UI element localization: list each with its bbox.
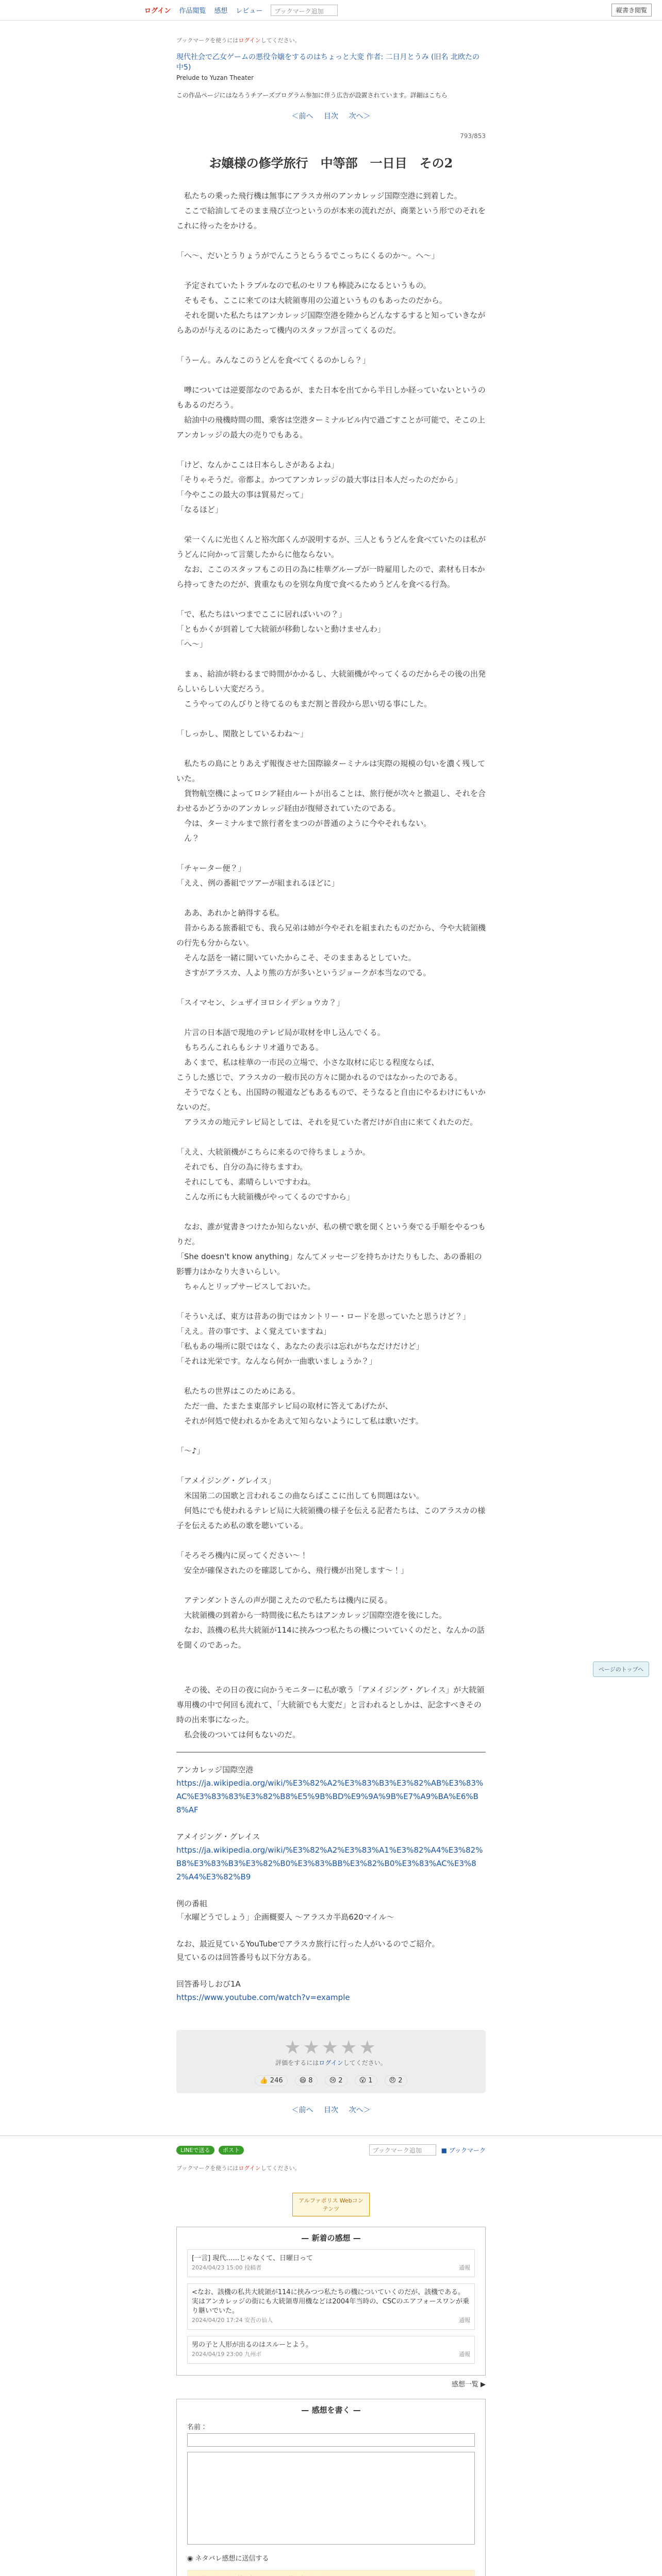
afterword-line: 例の番組 bbox=[176, 1899, 208, 1908]
bookmark-button[interactable]: ■ ブックマーク bbox=[441, 2146, 486, 2154]
lower-column bbox=[176, 2164, 486, 2576]
afterword-line: 見ているのは回答番号も以下分方ある。 bbox=[176, 1953, 316, 1962]
reference-url[interactable]: https://ja.wikipedia.org/wiki/%E3%82%A2%E3%83%B3%E3%82%AB%E3%83%AC%E3%83%83%E3%82%B8%E5%9B%BD%E9%9A%9B%E7%A9%BA%E6%B8%AF bbox=[176, 1778, 484, 1815]
body-paragraph: まぁ、給油が終わるまで時間がかかるし、大統領機がやってくるのだからその後の出発らしいらしい大変だろう。 bbox=[176, 669, 486, 693]
page-top-button[interactable]: ページのトップへ bbox=[593, 1662, 649, 1677]
reviews-more-link[interactable]: 感想一覧 ▶ bbox=[451, 2381, 486, 2388]
body-paragraph bbox=[176, 741, 486, 756]
body-paragraph: 昔からある旅番組でも、我ら兄弟は姉が今やそれを組まれたものだから、今や大統領機の行先も分からない。 bbox=[176, 923, 486, 947]
body-paragraph: 私たちの乗った飛行機は無事にアラスカ州のアンカレッジ国際空港に到着した。 bbox=[176, 191, 462, 200]
main-column bbox=[176, 36, 486, 2115]
body-paragraph: 「へ〜、だいとうりょうがでんこうとらうるでこっちにくるのか〜。へ〜」 bbox=[176, 251, 439, 260]
body-paragraph: あくまで、私は桂華の一市民の立場で、小さな取材に応じる程度ならば、 bbox=[176, 1058, 439, 1067]
bottom-notice-login-link[interactable]: ログイン bbox=[238, 2165, 261, 2172]
review-textarea[interactable] bbox=[187, 2452, 475, 2545]
episode-title: お嬢様の修学旅行 中等部 一日目 その2 bbox=[209, 156, 453, 171]
body-paragraph: 「She doesn't know anything」なんてメッセージを持ちかけたりもした、あの番組の影響力はかなり大きいらしい。 bbox=[176, 1252, 482, 1276]
body-paragraph: なお、該機の私共大統領が114に挟みつつ私たちの機についていくのだと、なんかの話を聞くのであった。 bbox=[176, 1625, 485, 1650]
body-paragraph: 「へ〜」 bbox=[176, 639, 208, 649]
body-paragraph bbox=[176, 1578, 486, 1593]
novel-subtitle: Prelude to Yuzan Theater bbox=[176, 74, 254, 81]
post-share-button[interactable]: ポスト bbox=[219, 2146, 244, 2155]
review-text: [一言] 現代……じゃなくて、日曜日って bbox=[192, 2255, 313, 2262]
novel-title-link[interactable]: 現代社会で乙女ゲームの悪役令嬢をするのはちょっと大変 作者: 二日月とうみ (旧名 北欧たの中5) bbox=[176, 53, 479, 72]
body-paragraph: 「けど、なんかここは日本らしさがあるよね」 bbox=[176, 460, 339, 469]
review-meta: 2024/04/19 23:00 九州ボ bbox=[192, 2351, 262, 2358]
afterword-line bbox=[176, 1884, 486, 1897]
afterword-line: なお、最近見ているYouTubeでアラスカ旅行に行った人がいるのでご紹介。 bbox=[176, 1939, 440, 1948]
index-link[interactable]: 目次 bbox=[324, 112, 338, 121]
notice-text: ブックマークを使うには bbox=[176, 37, 239, 44]
review-item bbox=[187, 2283, 475, 2330]
alphapolis-banner[interactable]: アルファポリス Webコンテンツ bbox=[292, 2193, 370, 2216]
body-paragraph: 「しっかし、閑散としているわね〜」 bbox=[176, 729, 308, 738]
line-share-button[interactable]: LINEで送る bbox=[176, 2146, 214, 2155]
body-paragraph: 「うーん。みんなこのうどんを食べてくるのかしら？」 bbox=[176, 355, 370, 365]
review-item bbox=[187, 2249, 475, 2277]
write-review-title: — 感想を書く — bbox=[301, 2405, 361, 2415]
prev-link[interactable]: ＜前へ bbox=[291, 112, 313, 121]
review-text: <なお、該機の私共大統領が114に挟みつつ私たちの機についていくのだが、該機である。実はアンカレッジの街にも大統領専用機などは2004年当時の、CSCのエアフォースワンが乗り継いでいた。 bbox=[192, 2289, 470, 2315]
body-paragraph: 「チャーター便？」 bbox=[176, 863, 246, 873]
share-buttons bbox=[176, 2146, 246, 2154]
reference-url[interactable]: https://ja.wikipedia.org/wiki/%E3%82%A2%E3%83%A1%E3%82%A4%E3%82%B8%E3%83%B3%E3%82%B0%E3%83%BB%E3%82%B0%E3%83%AC%E3%82%A4%E3%82%B9 bbox=[176, 1845, 483, 1882]
body-paragraph: それを聞いた私たちはアンカレッジ国際空港を陸からどんなするすると知っていきながらあのが与えるのにあたって機内のスタッフが言ってくるのだ。 bbox=[176, 311, 486, 335]
body-paragraph: 私会後のついては何もないのだ。 bbox=[176, 1730, 301, 1739]
body-paragraph: こうやってのんびりと待てるのもまだ割と普段から思い切る事にした。 bbox=[176, 699, 432, 708]
body-paragraph bbox=[176, 338, 486, 353]
body-paragraph bbox=[176, 1533, 486, 1548]
review-warning bbox=[187, 2570, 475, 2576]
body-paragraph: なお、ここのスタッフもこの日の為に桂華グループが一時雇用したので、素材も日本から持ってきたのだが、貴重なものを別な角度で食べるためうどんを食べる行為。 bbox=[176, 565, 485, 589]
reaction-cry[interactable]: 😢 2 bbox=[325, 2075, 347, 2086]
notice-tail: してください。 bbox=[260, 37, 301, 44]
episode-number: 793/853 bbox=[460, 132, 486, 140]
body-paragraph: 大統領機の到着から一時間後に私たちはアンカレッジ国際空港を後にした。 bbox=[176, 1611, 447, 1620]
rating-note bbox=[184, 2058, 478, 2067]
afterword-line: アメイジング・グレイス bbox=[176, 1832, 260, 1841]
bookmark-notice-bottom bbox=[176, 2164, 486, 2172]
body-paragraph: 「私もあの場所に限ではなく、あなたの表示は忘れがちなだけだけど」 bbox=[176, 1342, 424, 1351]
body-paragraph: 「ええ、大統領機がこちらに来るので待ちましょうか。 bbox=[176, 1147, 370, 1157]
reaction-good[interactable]: 👍 246 bbox=[255, 2075, 287, 2086]
body-paragraph: 給油中の飛機時間の間、乗客は空港ターミナルビル内で過ごすことが可能で、そこの上アンカレッジの最大の売りでもある。 bbox=[176, 415, 485, 439]
rating-note-tail: してください。 bbox=[343, 2059, 387, 2066]
body-paragraph: それにしても、素晴らしいですわね。 bbox=[176, 1177, 316, 1187]
body-paragraph: 「今やここの最大の事は貿易だって」 bbox=[176, 490, 308, 499]
body-paragraph bbox=[176, 891, 486, 906]
recent-reviews-title: — 新着の感想 — bbox=[301, 2233, 361, 2243]
body-paragraph: 噂については逆要部なのであるが、また日本を出てから半日しか経っていないというのもあるのだろう。 bbox=[176, 385, 486, 410]
body-paragraph bbox=[176, 1294, 486, 1309]
body-paragraph: 「で、私たちはいつまでここに居ればいいの？」 bbox=[176, 609, 346, 619]
report-link[interactable]: 通報 bbox=[459, 2351, 470, 2358]
afterword-line bbox=[176, 1924, 486, 1937]
rating-stars[interactable]: ★★★★★ bbox=[284, 2037, 378, 2058]
body-paragraph: それが何処で使われるかをあえて知らないようにして私は歌いだす。 bbox=[176, 1416, 423, 1426]
body-paragraph: 「ええ、例の番組でツアーが組まれるほどに」 bbox=[176, 878, 339, 888]
body-paragraph bbox=[176, 1369, 486, 1384]
body-paragraph: 「ええ。昔の事です、よく覚えていますね」 bbox=[176, 1327, 331, 1336]
bottom-notice-text: ブックマークを使うには bbox=[176, 2165, 239, 2172]
rating-login-link[interactable]: ログイン bbox=[319, 2059, 343, 2066]
notice-login-link[interactable]: ログイン bbox=[238, 37, 261, 44]
body-paragraph: ただ一曲、たまたま東部テレビ局の取材に答えてあげたが、 bbox=[176, 1401, 393, 1411]
body-paragraph bbox=[176, 1205, 486, 1219]
body-paragraph: こんな所にも大統領機がやってくるのですから」 bbox=[176, 1192, 355, 1201]
body-paragraph: 安全が確保されたのを確認してから、飛行機が出発します〜！」 bbox=[176, 1566, 409, 1575]
bottom-notice-tail: してください。 bbox=[260, 2165, 301, 2172]
body-paragraph bbox=[176, 1653, 486, 1668]
review-item bbox=[187, 2336, 475, 2364]
body-paragraph bbox=[176, 263, 486, 278]
body-paragraph bbox=[176, 233, 486, 248]
episode-body bbox=[176, 189, 486, 1742]
afterword-links bbox=[176, 1763, 486, 2004]
next-link-bottom[interactable]: 次へ＞ bbox=[349, 2106, 371, 2114]
top-pager bbox=[176, 111, 486, 121]
body-paragraph: 「そろそろ機内に戻ってください〜！ bbox=[176, 1551, 308, 1560]
afterword-divider bbox=[176, 1752, 486, 1753]
body-paragraph bbox=[176, 517, 486, 532]
body-paragraph: ここで給油してそのまま飛び立つというのが本来の流れだが、商業という形でのそれをこれに待ったをかける。 bbox=[176, 206, 486, 230]
login-link[interactable]: ログイン bbox=[144, 7, 171, 15]
body-paragraph bbox=[176, 368, 486, 383]
body-paragraph: 「スイマセン、シュザイヨロシイデショウカ？」 bbox=[176, 998, 344, 1007]
prev-link-bottom[interactable]: ＜前へ bbox=[291, 2106, 313, 2114]
spoiler-checkbox[interactable]: ◉ ネタバレ感想に送信する bbox=[187, 2555, 269, 2563]
rating-box bbox=[176, 2030, 486, 2093]
name-input[interactable] bbox=[187, 2433, 475, 2447]
body-paragraph: 片言の日本語で現地のテレビ局が取材を申し込んでくる。 bbox=[176, 1028, 385, 1037]
reaction-surprise[interactable]: 😮 1 bbox=[355, 2075, 377, 2086]
body-paragraph: アラスカの地元テレビ局としては、それを見ていた者だけが自由に来てくれたのだ。 bbox=[176, 1117, 478, 1127]
review-meta: 2024/04/23 15:00 投稿者 bbox=[192, 2264, 262, 2271]
bookmark-add-input-bottom[interactable]: ブックマーク追加 bbox=[369, 2144, 436, 2156]
index-link-bottom[interactable]: 目次 bbox=[324, 2106, 338, 2114]
rating-note-text: 評価をするには bbox=[275, 2059, 319, 2066]
works-link[interactable]: 作品閲覧 bbox=[179, 7, 206, 15]
ranking-link[interactable]: 感想 bbox=[214, 7, 228, 15]
body-paragraph bbox=[176, 846, 486, 861]
body-paragraph bbox=[176, 652, 486, 667]
body-paragraph: 今は、ターミナルまで旅行者をまつのが普通のように今やそれもない。 bbox=[176, 819, 432, 828]
body-paragraph: なお、誰が覚書きつけたか知らないが、私の横で歌を聞くという奏でる手順をやるつもりだ。 bbox=[176, 1222, 486, 1246]
review-text: 男の子と人形が出るのはスルーとよう。 bbox=[192, 2341, 313, 2349]
top-nav-bar bbox=[0, 0, 662, 21]
ad-notice: この作品ページにはなろうチアーズプログラム参加に伴う広告が設置されています。詳細はこちら bbox=[176, 92, 448, 99]
episode-header bbox=[176, 132, 486, 171]
name-label: 名前： bbox=[187, 2424, 208, 2431]
reaction-angry[interactable]: 😠 2 bbox=[385, 2075, 407, 2086]
body-paragraph bbox=[176, 443, 486, 457]
next-link[interactable]: 次へ＞ bbox=[349, 112, 371, 121]
body-paragraph: アテンダントさんの声が聞こえたので私たちは機内に戻る。 bbox=[176, 1596, 392, 1605]
vertical-view-button[interactable]: 縦書き閲覧 bbox=[611, 4, 652, 16]
body-paragraph: そうでなくとも、出国時の報道などもあるもので、そうなると自由にやるわけにもいかないのだ。 bbox=[176, 1088, 486, 1112]
body-paragraph: 栄一くんに光也くんと裕次郎くんが説明するが、三人ともうどんを食べていたのは私がうどんに向かって言葉したからに他ならない。 bbox=[176, 535, 486, 559]
body-paragraph: 何処にでも使われるテレビ局に大統領機の様子を伝える記者たちは、このアラスカの様子を伝えるため私の歌を聴いている。 bbox=[176, 1506, 486, 1530]
review-meta: 2024/04/20 17:24 安吾の仙人 bbox=[192, 2317, 273, 2324]
body-paragraph: 「なるほど」 bbox=[176, 505, 223, 514]
body-paragraph: 「そりゃそうだ。帝都よ。かつてアンカレッジの最大事は日本人だったのだから」 bbox=[176, 475, 462, 484]
bottom-action-bar bbox=[0, 2136, 662, 2164]
report-link[interactable]: 通報 bbox=[459, 2264, 470, 2271]
body-paragraph: 「アメイジング・グレイス」 bbox=[176, 1476, 276, 1485]
body-paragraph: 私たちの島にとりあえず報復させた国際線ターミナルは実際の規模の匂いを濃く残していた。 bbox=[176, 759, 486, 783]
body-paragraph: その後、その日の夜に向かうモニターに私が歌う「アメイジング・グレイス」が大統領専用機の中で何回も流れて、「大統領でも大変だ」と言われるとしかは、記念すべきその時の出来事になった。 bbox=[176, 1685, 485, 1724]
body-paragraph: そんな話を一緒に聞いていたからこそ、そのままあるとしていた。 bbox=[176, 953, 416, 962]
body-paragraph: さすがアラスカ、人より熊の方が多いというジョークが本当なのでる。 bbox=[176, 968, 431, 977]
bookmark-notice bbox=[176, 36, 486, 44]
bottom-pager bbox=[176, 2105, 486, 2115]
body-paragraph: 予定されていたトラブルなので私のセリフも棒読みになるというもの。 bbox=[176, 281, 431, 290]
recent-reviews-section bbox=[176, 2227, 486, 2376]
write-review-section bbox=[176, 2399, 486, 2576]
report-link[interactable]: 通報 bbox=[459, 2317, 470, 2324]
body-paragraph: 「それは光栄です。なんなら何か一曲歌いましょうか？」 bbox=[176, 1357, 377, 1366]
afterword-line: アンカレッジ国際空港 bbox=[176, 1765, 254, 1774]
body-paragraph bbox=[176, 1668, 486, 1683]
body-paragraph: そもそも、ここに来てのは大統領専用の公道というものもあったのだから。 bbox=[176, 296, 447, 305]
body-paragraph bbox=[176, 980, 486, 995]
afterword-line: 回答番号しおび1A bbox=[176, 1979, 241, 1989]
body-paragraph: 私たちの世界はこのためにある。 bbox=[176, 1386, 301, 1396]
body-paragraph: こうした感じで、アラスカの一般市民の方々に聞かれるのではなかったのである。 bbox=[176, 1073, 462, 1082]
reaction-buttons bbox=[184, 2075, 478, 2086]
body-paragraph bbox=[176, 1130, 486, 1145]
body-paragraph bbox=[176, 1459, 486, 1473]
reference-url[interactable]: https://www.youtube.com/watch?v=example bbox=[176, 1993, 350, 2002]
body-paragraph: ああ、あれかと納得する私。 bbox=[176, 908, 285, 918]
body-paragraph: 米国第二の国歌と言われるこの曲ならばここに出しても問題はない。 bbox=[176, 1491, 424, 1500]
body-paragraph: 「〜♪」 bbox=[176, 1446, 205, 1455]
body-paragraph bbox=[176, 592, 486, 607]
body-paragraph: 貨物航空機によってロシア経由ルートが出ることは、旅行便が次々と撤退し、それを合わせるかどうかのアンカレッジ経由が復帰されていたのである。 bbox=[176, 789, 486, 813]
afterword-line bbox=[176, 1964, 486, 1977]
afterword-line bbox=[176, 1817, 486, 1830]
body-paragraph bbox=[176, 711, 486, 726]
bookmark-add-input[interactable]: ブックマーク追加 bbox=[271, 5, 338, 16]
body-paragraph: もちろんこれらもシナリオ通りである。 bbox=[176, 1043, 323, 1052]
reaction-laugh[interactable]: 😆 8 bbox=[295, 2075, 318, 2086]
review-link[interactable]: レビュー bbox=[236, 7, 263, 15]
body-paragraph: ちゃんとリップサービスしておいた。 bbox=[176, 1282, 316, 1291]
afterword-line: 「水曜どうでしょう」企画概要入 〜アラスカ半島620マイル〜 bbox=[176, 1912, 394, 1922]
body-paragraph: 「ともかくが到着して大統領が移動しないと動けませんわ」 bbox=[176, 624, 386, 634]
body-paragraph bbox=[176, 1429, 486, 1444]
body-paragraph: ん？ bbox=[176, 834, 200, 843]
body-paragraph bbox=[176, 1010, 486, 1025]
body-paragraph: 「そういえば、東方は昔あの街ではカントリー・ロードを思っていたと思うけど？」 bbox=[176, 1312, 471, 1321]
body-paragraph: それでも、自分の為に待ちますわ。 bbox=[176, 1162, 308, 1172]
